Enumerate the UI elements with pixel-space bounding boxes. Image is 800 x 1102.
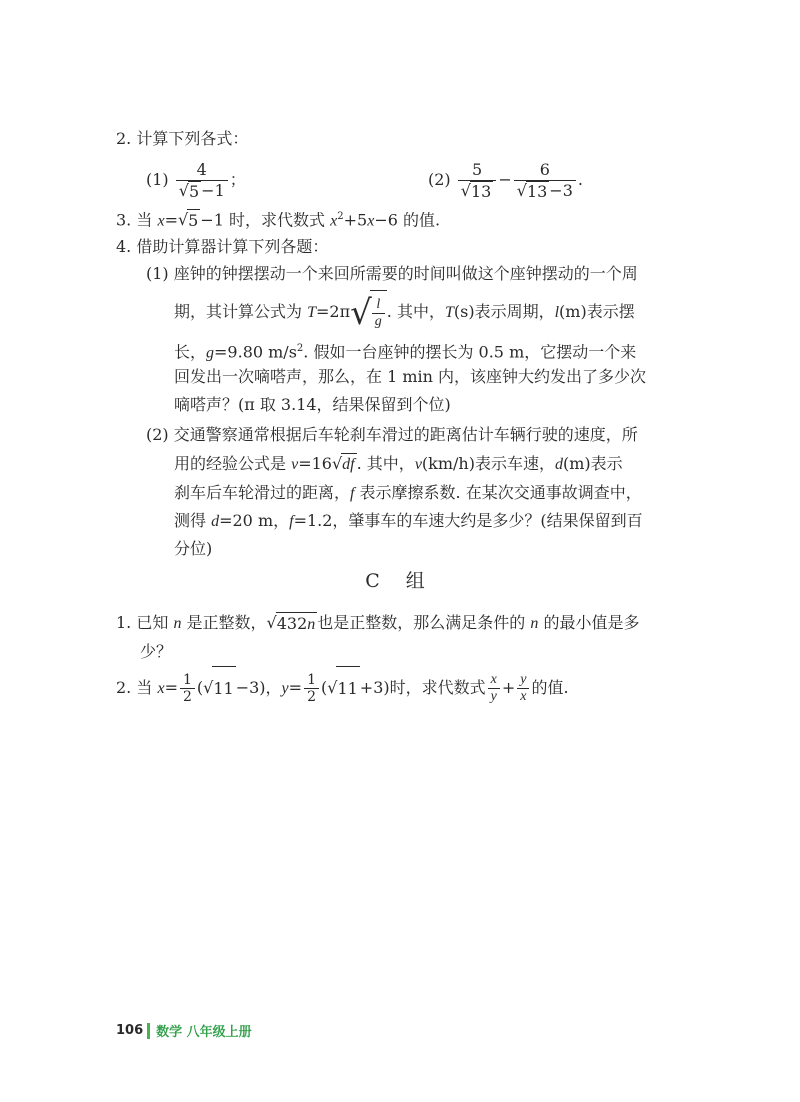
fraction-denominator: √ 5 −1 [176,180,228,202]
page-footer [116,1021,252,1040]
question-4-1-line-2: 期，其计算公式为 T=2π √ $\frac{l}{g}$ . 其中，T(s)表示周期，l(m)表示摆 [174,290,635,335]
page-number: 106 [116,1023,144,1038]
question-3: 3. 当 x= √ 5 −1 时，求代数式 $x^2+5x-6$ 的值. [116,210,441,231]
part-1-end: ； [229,170,246,189]
question-4-2-line-1: (2) 交通警察通常根据后车轮刹车滑过的距离估计车辆行驶的速度，所 [146,425,638,444]
question-4-1-line-3: 长，g=9.80 $m/s^2$. 假如一台座钟的摆长为 0.5 m，它摆动一个来 [174,342,637,362]
question-2-part-2: (2) 5 √ 13 − 6 √ 13 −3 . [428,159,583,201]
question-4-2-line-3: 刹车后车轮滑过的距离，f 表示摩擦系数. 在某次交通事故调查中， [174,483,642,502]
question-4-label: 4. 借助计算器计算下列各题： [116,237,329,256]
footer-divider [147,1023,150,1039]
sqrt-432n: √ 432n [267,612,318,636]
group-c-question-2: 2. 当 x= $\frac{1}{2}$ ( √ 11 −3)，y= $\frac{1}{2}$ ( √ 11 +3)时，求代数式 $\frac{x}{y}$ + $\frac{y}{x}$ 的值. [116,666,569,711]
part-1-label: (1) [146,170,169,189]
group-c-heading: C 组 [365,570,435,592]
group-c-question-1-line-1: 1. 已知 n 是正整数， √ 432n 也是正整数，那么满足条件的 n 的最小值是多 [116,612,639,636]
part-2-label: (2) [428,170,451,189]
question-4-2-line-4: 测得 d=20 m，f=1.2，肇事车的车速大约是多少？(结果保留到百 [174,511,643,530]
question-2-part-1 [146,158,246,202]
question-4-1-line-1: (1) 座钟的钟摆摆动一个来回所需要的时间叫做这个座钟摆动的一个周 [146,264,638,283]
question-2-label: 2. 计算下列各式： [116,129,249,148]
sqrt-symbol: √ 5 [178,180,200,201]
fraction-4-over-sqrt5-minus-1 [176,160,228,202]
question-4-1-line-5: 嘀嗒声？(π 取 3.14，结果保留到个位) [174,395,451,414]
fraction-6-over-sqrt13-minus-3: 6 √ 13 −3 [514,160,576,202]
fraction-5-over-sqrt13: 5 √ 13 [458,160,497,202]
fraction-numerator: 4 [196,159,207,179]
sqrt-l-over-g: √ $\frac{l}{g}$ [350,290,387,335]
sqrt-df: √ df [332,453,357,476]
question-4-1-line-4: 回发出一次嘀嗒声，那么，在 1 min 内，该座钟大约发出了多少次 [174,367,647,386]
group-c-question-1-line-2: 少？ [140,642,173,661]
question-4-2-line-5: 分位) [174,539,213,558]
question-4-2-line-2: 用的经验公式是 v=16 √ df . 其中，v(km/h)表示车速，d(m)表示 [174,453,623,476]
book-title: 数学 八年级上册 [156,1025,252,1040]
